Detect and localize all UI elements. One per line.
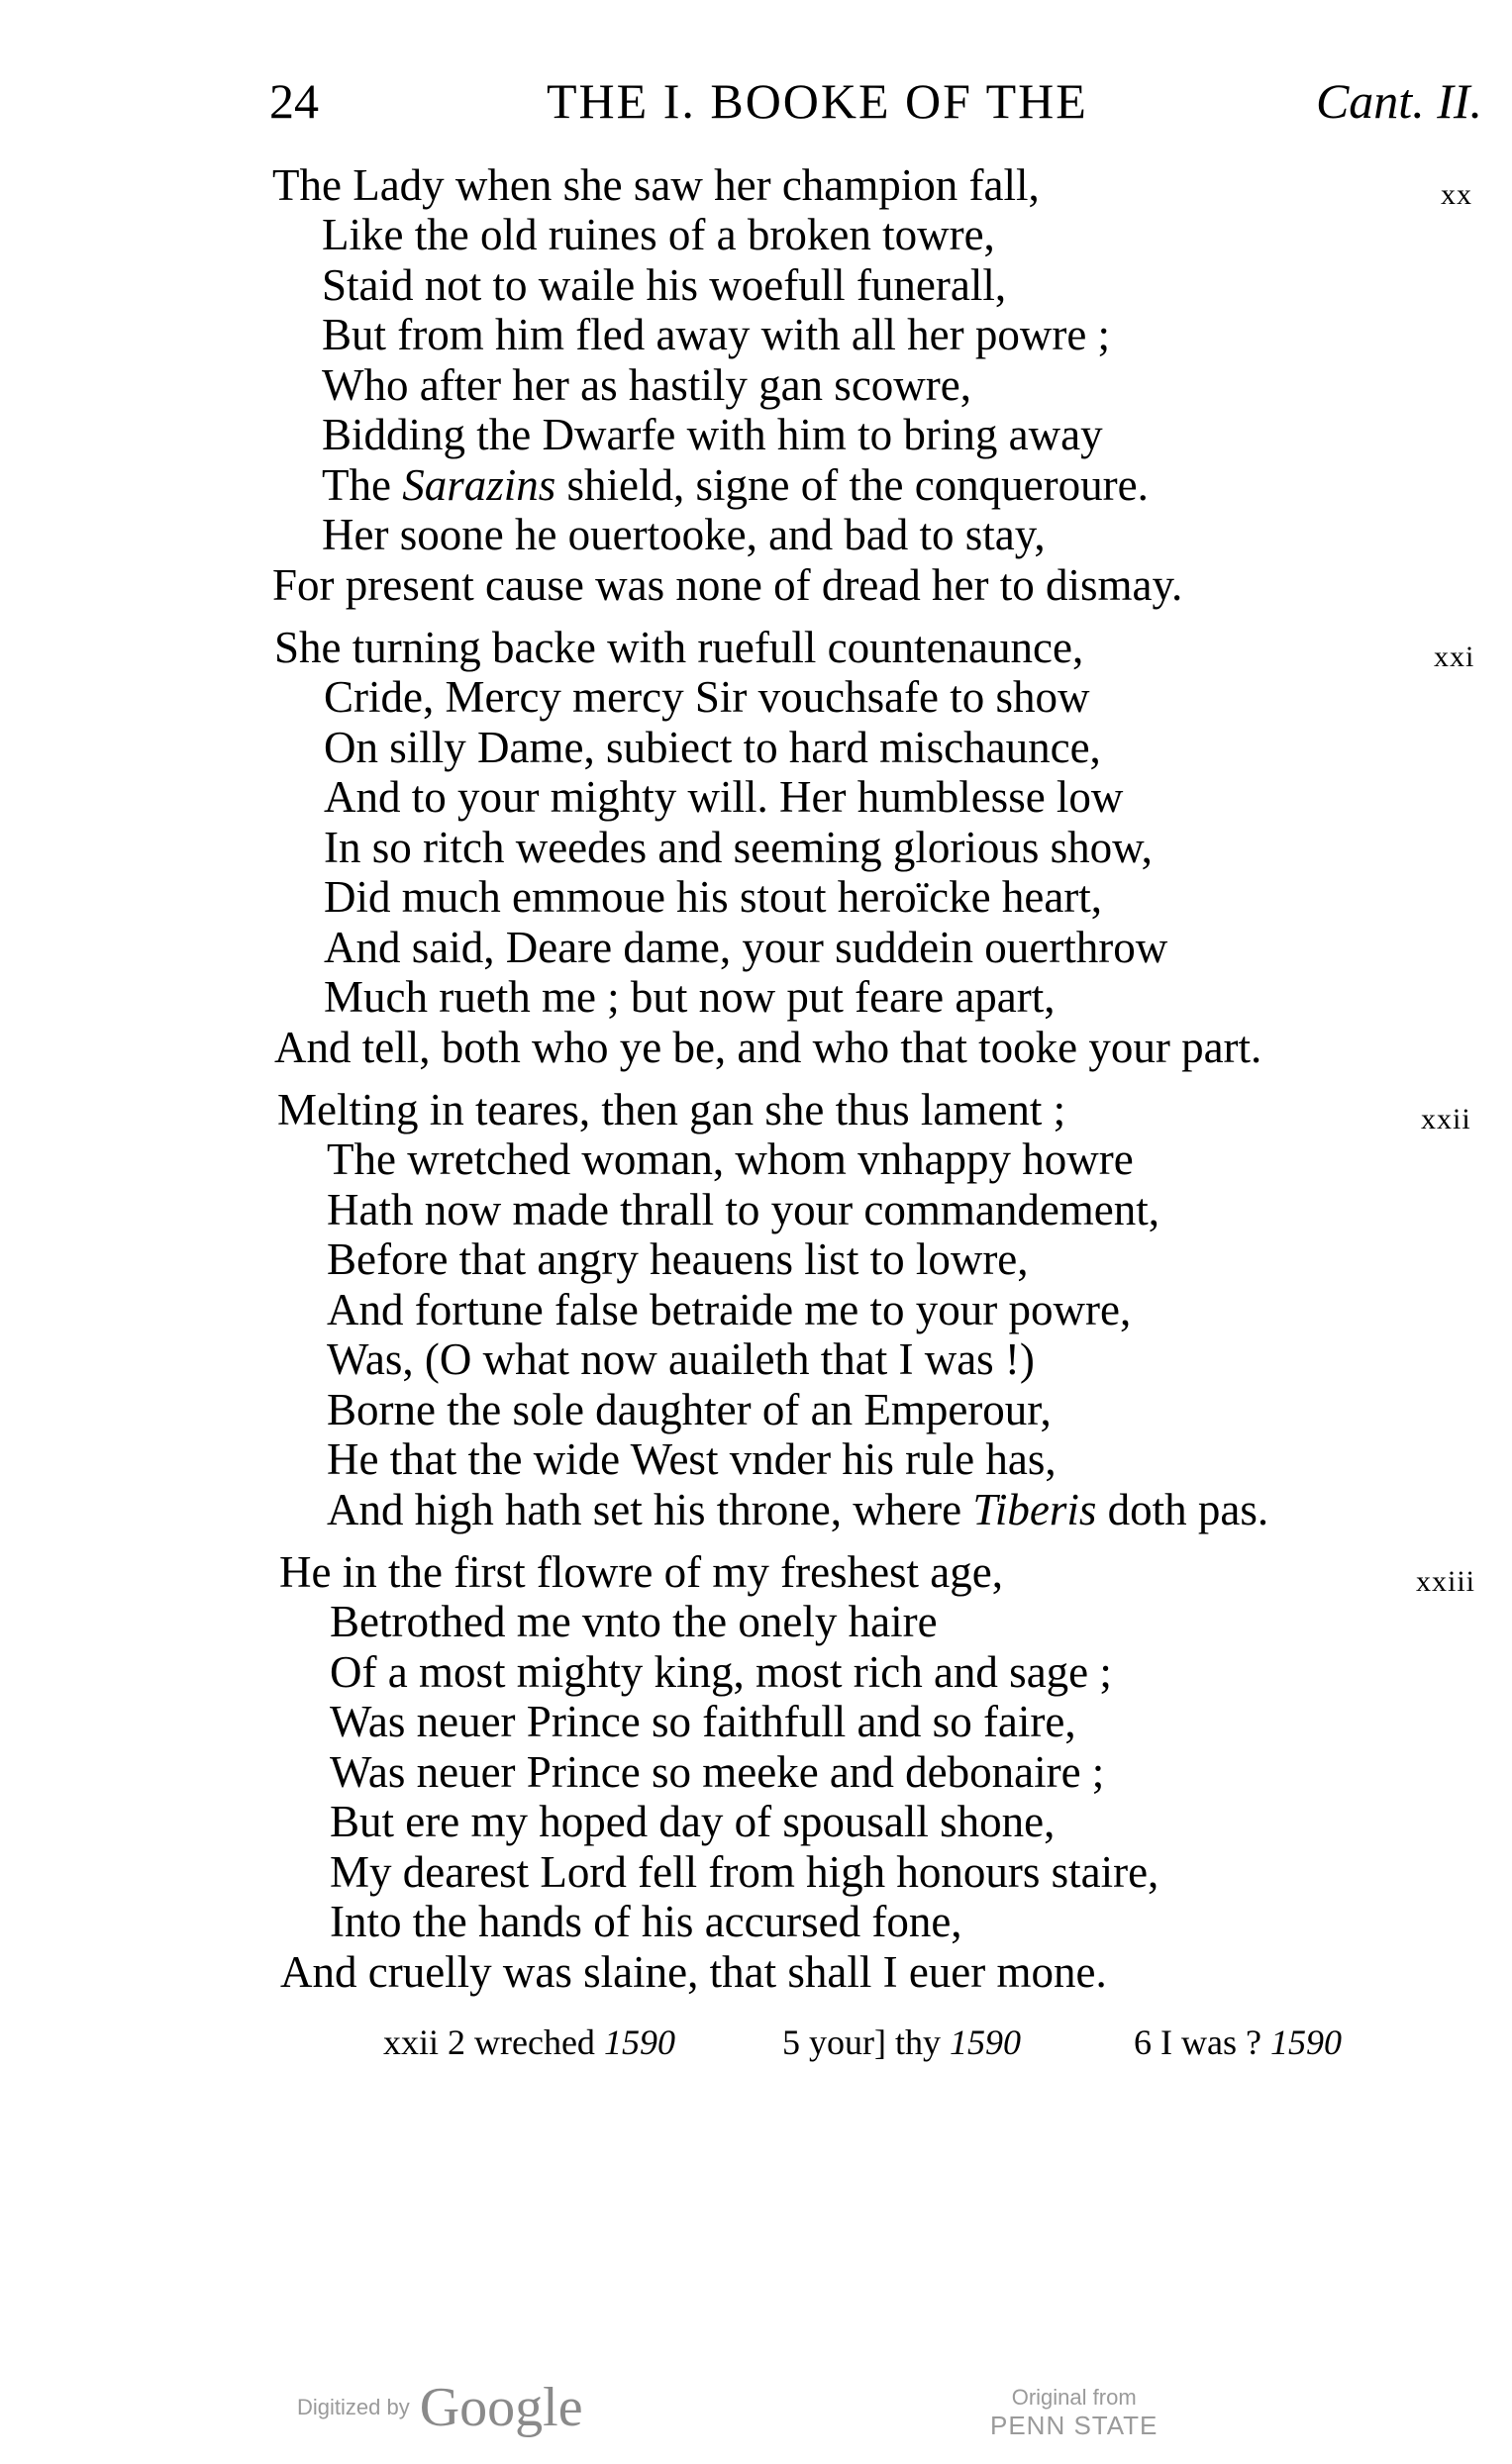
digitized-by-label: Digitized by	[297, 2395, 410, 2419]
google-logo: Google	[419, 2377, 583, 2438]
verse-line: Hath now made thrall to your commandement,	[327, 1185, 1160, 1234]
verse-line: And fortune false betraide me to your powre,	[327, 1285, 1132, 1334]
stanza-number: xxi	[1434, 641, 1475, 673]
verse-line: Who after her as hastily gan scowre,	[322, 360, 971, 410]
verse-line: Did much emmoue his stout heroïcke heart,	[324, 872, 1103, 922]
verse-line: Melting in teares, then gan she thus lament ;	[277, 1085, 1066, 1134]
verse-line: Before that angry heauens list to lowre,	[327, 1234, 1029, 1284]
verse-line: And cruelly was slaine, that shall I euer mone.	[280, 1947, 1107, 1997]
institution-label: PENN STATE	[990, 2411, 1159, 2440]
verse-line: Her soone he ouertooke, and bad to stay,	[322, 510, 1046, 559]
stanza-number: xxii	[1421, 1103, 1471, 1135]
textual-note: 6 I was ? 1590	[1134, 2022, 1342, 2062]
verse-line: On silly Dame, subiect to hard mischaunce,	[324, 723, 1101, 772]
textual-note: xxii 2 wreched 1590	[383, 2022, 675, 2062]
verse-line: Was neuer Prince so meeke and debonaire ;	[330, 1747, 1105, 1797]
textual-note: 5 your] thy 1590	[782, 2022, 1021, 2062]
page-number: 24	[269, 73, 319, 129]
textual-notes	[0, 2018, 1512, 2067]
original-from-label: Original from	[1011, 2385, 1137, 2410]
verse-line: He that the wide West vnder his rule has,	[327, 1434, 1057, 1484]
stanza-number: xx	[1441, 178, 1472, 211]
verse-line: Borne the sole daughter of an Emperour,	[327, 1385, 1052, 1434]
verse-line: But from him fled away with all her powre ;	[322, 310, 1111, 359]
verse-line: In so ritch weedes and seeming glorious show,	[324, 823, 1153, 872]
verse-line: Of a most mighty king, most rich and sage ;	[330, 1647, 1112, 1697]
verse-line: Was, (O what now auaileth that I was !)	[327, 1334, 1035, 1384]
verse-line: Into the hands of his accursed fone,	[330, 1897, 962, 1946]
verse-line: Betrothed me vnto the onely haire	[330, 1597, 938, 1646]
canto-label: Cant. II.	[1315, 73, 1482, 129]
verse-line: And tell, both who ye be, and who that tooke your part.	[274, 1023, 1262, 1072]
verse-line: But ere my hoped day of spousall shone,	[330, 1797, 1056, 1846]
verse-line: The wretched woman, whom vnhappy howre	[327, 1134, 1134, 1184]
verse-line: My dearest Lord fell from high honours staire,	[330, 1847, 1159, 1897]
verse-line: And to your mighty will. Her humblesse low	[324, 772, 1124, 822]
verse-line: Bidding the Dwarfe with him to bring away	[322, 410, 1103, 459]
verse-line: And high hath set his throne, where Tiberis doth pas.	[327, 1485, 1269, 1534]
verse-line: She turning backe with ruefull countenaunce,	[274, 623, 1084, 672]
verse-line: The Sarazins shield, signe of the conqueroure.	[322, 460, 1149, 510]
digitized-watermark	[297, 2376, 583, 2445]
running-header	[0, 71, 1512, 131]
verse-line: Was neuer Prince so faithfull and so faire,	[330, 1697, 1076, 1746]
verse-line: And said, Deare dame, your suddein ouerthrow	[324, 923, 1168, 972]
verse-line: He in the first flowre of my freshest age,	[279, 1547, 1004, 1597]
stanza-number: xxiii	[1416, 1565, 1476, 1598]
verse-line: For present cause was none of dread her to dismay.	[272, 560, 1183, 610]
verse-line: Like the old ruines of a broken towre,	[322, 210, 995, 259]
verse-line: Staid not to waile his woefull funerall,	[322, 260, 1007, 310]
verse-line: Much rueth me ; but now put feare apart,	[324, 972, 1056, 1022]
running-title: THE I. BOOKE OF THE	[547, 73, 1088, 129]
verse-line: The Lady when she saw her champion fall,	[272, 160, 1040, 210]
original-from-watermark	[990, 2384, 1158, 2439]
verse-line: Cride, Mercy mercy Sir vouchsafe to show	[324, 672, 1090, 722]
